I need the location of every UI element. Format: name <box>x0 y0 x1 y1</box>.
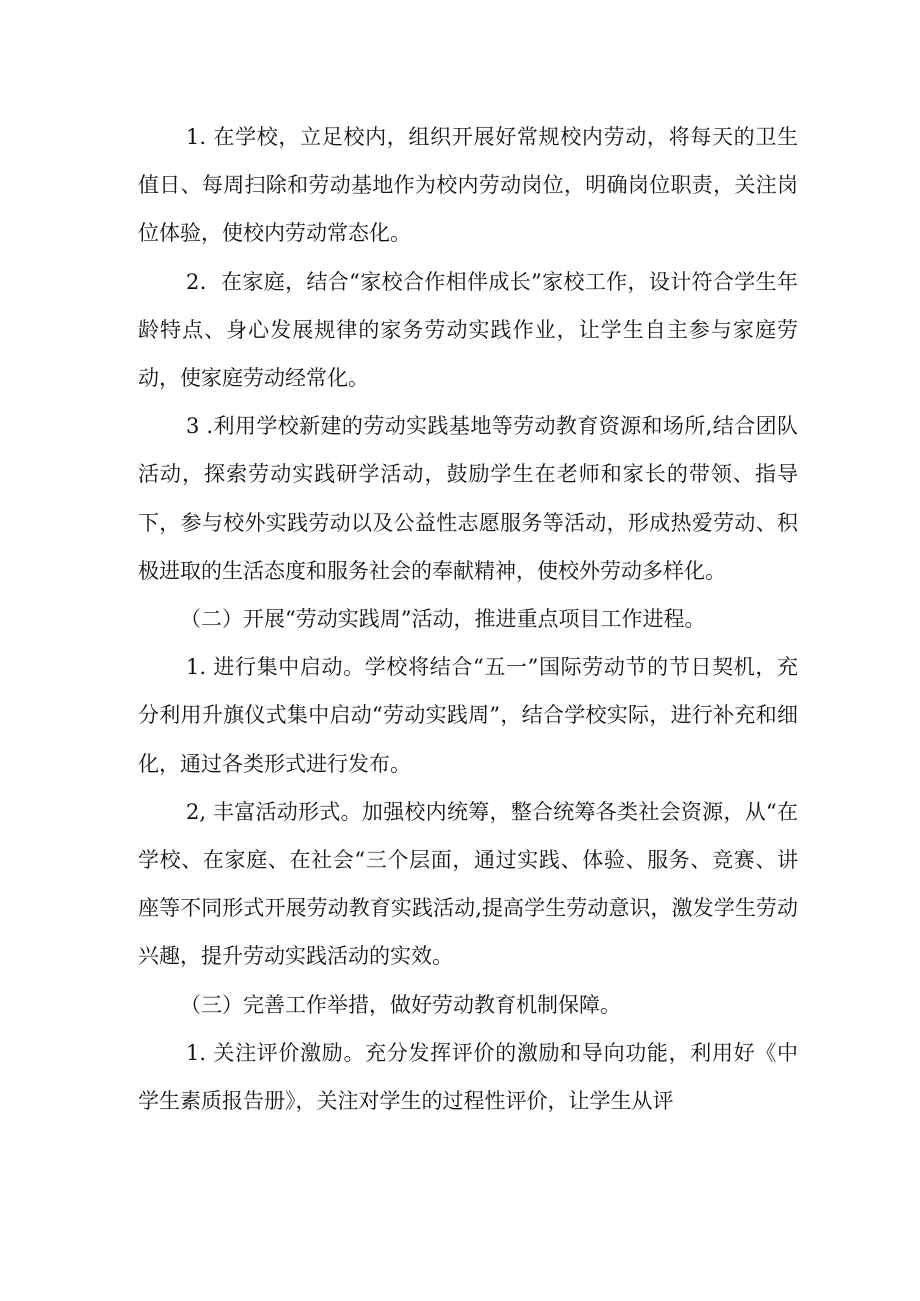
section-heading-mechanism-guarantee: （三）完善工作举措，做好劳动教育机制保障。 <box>180 992 621 1017</box>
paragraph-home-labor: 2．在家庭，结合“家校合作相伴成长”家校工作，设计符合学生年龄特点、身心发展规律的家务劳动实践作业，让学生自主参与家庭劳动，使家庭劳动经常化。 <box>138 269 798 391</box>
paragraph-activity-forms: 2, 丰富活动形式。加强校内统筹，整合统筹各类社会资源，从“在学校、在家庭、在社会“三个层面，通过实践、体验、服务、竞赛、讲座等不同形式开展劳动教育实践活动,提高学生劳动意识，激发学生劳动兴趣，提升劳动实践活动的实效。 <box>138 799 798 969</box>
paragraph-evaluation-incentive: 1. 关注评价激励。充分发挥评价的激励和导向功能，利用好《中学生素质报告册》，关注对学生的过程性评价，让学生从评 <box>138 1040 798 1114</box>
paragraph-school-labor: 1. 在学校，立足校内，组织开展好常规校内劳动，将每天的卫生值日、每周扫除和劳动基地作为校内劳动岗位，明确岗位职责，关注岗位体验，使校内劳动常态化。 <box>138 125 798 246</box>
paragraph-launch: 1. 进行集中启动。学校将结合“五一”国际劳动节的节日契机，充分利用升旗仪式集中启动“劳动实践周”，结合学校实际，进行补充和细化，通过各类形式进行发布。 <box>138 655 798 776</box>
section-heading-labor-practice-week: （二）开展“劳动实践周”活动，推进重点项目工作进程。 <box>180 607 706 632</box>
paragraph-off-campus-labor: 3 .利用学校新建的劳动实践基地等劳动教育资源和场所,结合团队活动，探索劳动实践研学活动，鼓励学生在老师和家长的带领、指导下，参与校外实践劳动以及公益性志愿服务等活动，形成热爱劳动、积极进取的生活态度和服务社会的奉献精神，使校外劳动多样化。 <box>138 414 798 583</box>
document-body <box>138 113 798 1125</box>
